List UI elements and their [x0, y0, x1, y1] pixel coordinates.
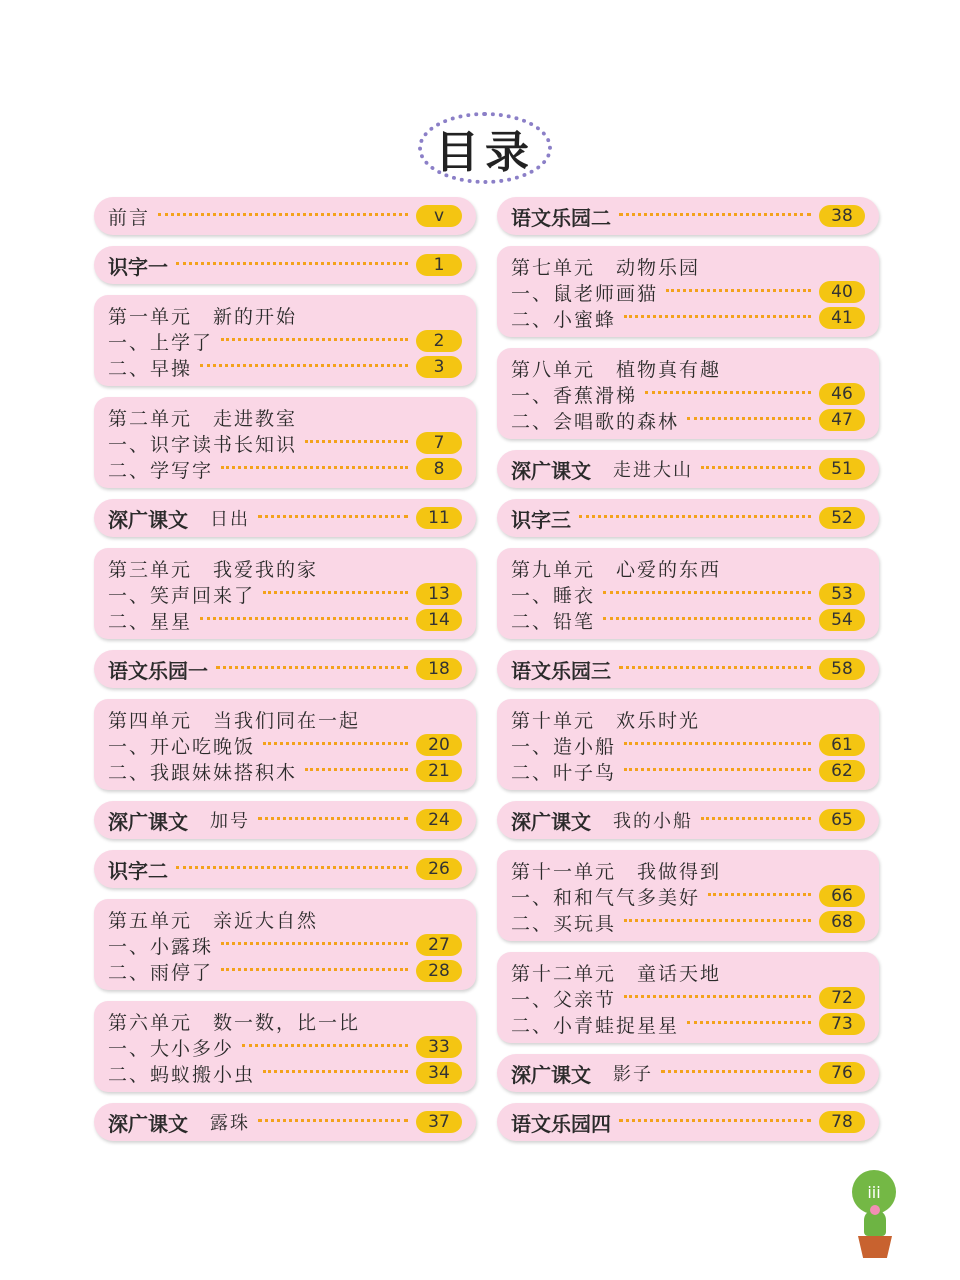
- lesson-row[interactable]: [497, 305, 879, 331]
- lesson-title: 二、小青蛙捉星星: [511, 1014, 680, 1037]
- unit-heading: 第四单元 当我们同在一起: [108, 710, 361, 732]
- dotted-leader: [221, 338, 408, 341]
- lesson-row[interactable]: [497, 1011, 879, 1037]
- lesson-title: 二、买玩具: [511, 912, 617, 935]
- toc-entry-card[interactable]: [94, 650, 476, 688]
- toc-entry-card[interactable]: [497, 499, 879, 537]
- unit-heading: 第一单元 新的开始: [108, 306, 298, 328]
- entry-title: 深广课文: [108, 1111, 188, 1136]
- entry-title: 识字三: [511, 507, 571, 532]
- page-number-pill: 53: [819, 583, 865, 605]
- lesson-row[interactable]: [497, 732, 879, 758]
- entry-title: 识字二: [108, 858, 168, 883]
- dotted-leader: [221, 466, 408, 469]
- page-number-pill: 46: [819, 383, 865, 405]
- page-number-pill: 21: [416, 760, 462, 782]
- unit-heading-row: [497, 707, 879, 732]
- dotted-leader: [624, 919, 811, 922]
- dotted-leader: [258, 817, 408, 820]
- page-number-pill: 47: [819, 409, 865, 431]
- entry-title: 识字一: [108, 254, 168, 279]
- toc-entry-card[interactable]: [94, 197, 476, 235]
- dotted-leader: [687, 1021, 811, 1024]
- dotted-leader: [158, 213, 408, 216]
- lesson-row[interactable]: [94, 958, 476, 984]
- unit-heading: 第十一单元 我做得到: [511, 861, 722, 883]
- lesson-row[interactable]: [94, 607, 476, 633]
- dotted-leader: [708, 893, 811, 896]
- lesson-row[interactable]: [497, 279, 879, 305]
- dotted-leader: [216, 666, 408, 669]
- unit-heading: 第九单元 心爱的东西: [511, 559, 722, 581]
- unit-heading: 第十单元 欢乐时光: [511, 710, 701, 732]
- entry-subtitle: 影子: [613, 1064, 653, 1085]
- toc-entry-row[interactable]: [94, 197, 476, 235]
- page-number-pill: 66: [819, 885, 865, 907]
- toc-entry-card[interactable]: [94, 850, 476, 888]
- dotted-leader: [176, 262, 408, 265]
- page-number-pill: 7: [416, 432, 462, 454]
- unit-heading-row: [94, 1009, 476, 1034]
- lesson-title: 一、识字读书长知识: [108, 433, 298, 456]
- entry-title: 深广课文: [511, 809, 591, 834]
- page-number-pill: 11: [416, 507, 462, 529]
- lesson-title: 二、早操: [108, 357, 193, 380]
- lesson-title: 二、雨停了: [108, 961, 214, 984]
- page-number-pill: 51: [819, 458, 865, 480]
- unit-heading: 第七单元 动物乐园: [511, 257, 701, 279]
- lesson-row[interactable]: [94, 758, 476, 784]
- toc-entry-row[interactable]: [94, 650, 476, 688]
- lesson-title: 一、父亲节: [511, 988, 617, 1011]
- dotted-leader: [661, 1070, 811, 1073]
- lesson-title: 二、星星: [108, 610, 193, 633]
- toc-entry-row[interactable]: [497, 1103, 879, 1141]
- dotted-leader: [305, 768, 408, 771]
- page-number-pill: 14: [416, 609, 462, 631]
- lesson-title: 二、叶子鸟: [511, 761, 617, 784]
- dotted-leader: [579, 515, 811, 518]
- page-number-pill: 37: [416, 1111, 462, 1133]
- toc-entry-row[interactable]: [497, 499, 879, 537]
- unit-heading-row: [497, 960, 879, 985]
- lesson-row[interactable]: [94, 732, 476, 758]
- toc-entry-row[interactable]: [497, 450, 879, 488]
- entry-subtitle: 我的小船: [613, 811, 693, 832]
- entry-title: 深广课文: [511, 458, 591, 483]
- page-number-pill: 72: [819, 987, 865, 1009]
- page-number-pill: 24: [416, 809, 462, 831]
- lesson-row[interactable]: [94, 932, 476, 958]
- dotted-leader: [624, 742, 811, 745]
- lesson-title: 一、小露珠: [108, 935, 214, 958]
- unit-heading: 第六单元 数一数，比一比: [108, 1012, 361, 1034]
- toc-entry-row[interactable]: [94, 499, 476, 537]
- page-number: iii: [867, 1182, 881, 1202]
- dotted-leader: [263, 742, 408, 745]
- dotted-leader: [242, 1044, 408, 1047]
- unit-card: [497, 952, 879, 1043]
- page-number-pill: 28: [416, 960, 462, 982]
- page-number-pill: 1: [416, 254, 462, 276]
- lesson-row[interactable]: [497, 909, 879, 935]
- lesson-row[interactable]: [94, 430, 476, 456]
- lesson-title: 二、铅笔: [511, 610, 596, 633]
- unit-card: [94, 397, 476, 488]
- lesson-row[interactable]: [497, 883, 879, 909]
- entry-subtitle: 走进大山: [613, 460, 693, 481]
- unit-heading-row: [94, 405, 476, 430]
- lesson-title: 一、香蕉滑梯: [511, 384, 638, 407]
- entry-title: 深广课文: [108, 809, 188, 834]
- lesson-title: 一、大小多少: [108, 1037, 235, 1060]
- toc-entry-card[interactable]: [94, 801, 476, 839]
- lesson-row[interactable]: [94, 456, 476, 482]
- lesson-row[interactable]: [497, 381, 879, 407]
- dotted-leader: [666, 289, 811, 292]
- unit-card: [497, 850, 879, 941]
- unit-card: [497, 348, 879, 439]
- dotted-leader: [619, 213, 811, 216]
- lesson-title: 二、学写字: [108, 459, 214, 482]
- page-number-pill: 26: [416, 858, 462, 880]
- dotted-leader: [701, 466, 811, 469]
- page-number-pill: 73: [819, 1013, 865, 1035]
- unit-card: [94, 548, 476, 639]
- dotted-leader: [305, 440, 408, 443]
- entry-subtitle: 日出: [210, 509, 250, 530]
- unit-heading-row: [497, 556, 879, 581]
- dotted-leader: [645, 391, 811, 394]
- toc-entry-card[interactable]: [94, 246, 476, 284]
- toc-entry-card[interactable]: [94, 1103, 476, 1141]
- dotted-leader: [200, 617, 408, 620]
- page-number-pill: 38: [819, 205, 865, 227]
- dotted-leader: [176, 866, 408, 869]
- flower-pot-icon: [858, 1236, 892, 1258]
- page-number-pill: 18: [416, 658, 462, 680]
- unit-card: [497, 548, 879, 639]
- dotted-leader: [603, 591, 811, 594]
- page-number-pill: v: [416, 205, 462, 227]
- dotted-leader: [263, 1070, 408, 1073]
- dotted-leader: [624, 315, 811, 318]
- toc-entry-row[interactable]: [94, 246, 476, 284]
- dotted-leader: [221, 968, 408, 971]
- page-number-pill: 68: [819, 911, 865, 933]
- page-number-pill: 8: [416, 458, 462, 480]
- dotted-leader: [619, 1119, 811, 1122]
- toc-entry-row[interactable]: [497, 1054, 879, 1092]
- page-number-pill: 13: [416, 583, 462, 605]
- lesson-title: 一、造小船: [511, 735, 617, 758]
- entry-title: 深广课文: [108, 507, 188, 532]
- unit-card: [94, 1001, 476, 1092]
- page-number-pill: 78: [819, 1111, 865, 1133]
- lesson-row[interactable]: [94, 354, 476, 380]
- dotted-leader: [619, 666, 811, 669]
- page-number-pill: 62: [819, 760, 865, 782]
- unit-heading-row: [94, 707, 476, 732]
- lesson-row[interactable]: [497, 407, 879, 433]
- page-number-pill: 27: [416, 934, 462, 956]
- unit-card: [94, 699, 476, 790]
- dotted-leader: [701, 817, 811, 820]
- entry-title: 前言: [108, 206, 151, 229]
- toc-entry-card[interactable]: [94, 499, 476, 537]
- lesson-row[interactable]: [497, 758, 879, 784]
- dotted-leader: [624, 768, 811, 771]
- dotted-leader: [687, 417, 811, 420]
- page-number-pill: 54: [819, 609, 865, 631]
- entry-subtitle: 加号: [210, 811, 250, 832]
- unit-card: [497, 699, 879, 790]
- lesson-title: 一、睡衣: [511, 584, 596, 607]
- entry-title: 语文乐园二: [511, 205, 611, 230]
- toc-entry-row[interactable]: [94, 801, 476, 839]
- entry-subtitle: 露珠: [210, 1113, 250, 1134]
- lesson-row[interactable]: [497, 607, 879, 633]
- lesson-row[interactable]: [94, 328, 476, 354]
- lesson-title: 一、上学了: [108, 331, 214, 354]
- unit-heading: 第十二单元 童话天地: [511, 963, 722, 985]
- page-number-pill: 34: [416, 1062, 462, 1084]
- toc-entry-row[interactable]: [497, 197, 879, 235]
- lesson-title: 一、和和气气多美好: [511, 886, 701, 909]
- toc-column-right: [497, 197, 879, 1152]
- dotted-leader: [603, 617, 811, 620]
- lesson-row[interactable]: [497, 985, 879, 1011]
- toc-entry-card[interactable]: [497, 650, 879, 688]
- dotted-leader: [263, 591, 408, 594]
- lesson-title: 二、小蜜蜂: [511, 308, 617, 331]
- dotted-leader: [258, 515, 408, 518]
- unit-card: [94, 295, 476, 386]
- unit-heading: 第八单元 植物真有趣: [511, 359, 722, 381]
- page-number-pill: 76: [819, 1062, 865, 1084]
- entry-title: 语文乐园三: [511, 658, 611, 683]
- toc-column-left: [94, 197, 476, 1152]
- page-number-pill: 58: [819, 658, 865, 680]
- lesson-row[interactable]: [94, 1034, 476, 1060]
- lesson-title: 二、我跟妹妹搭积木: [108, 761, 298, 784]
- page-number-pill: 40: [819, 281, 865, 303]
- page-number-pill: 65: [819, 809, 865, 831]
- lesson-row[interactable]: [94, 581, 476, 607]
- toc-entry-row[interactable]: [497, 801, 879, 839]
- lesson-title: 一、鼠老师画猫: [511, 282, 659, 305]
- toc-entry-card[interactable]: [497, 1103, 879, 1141]
- lesson-title: 二、蚂蚁搬小虫: [108, 1063, 256, 1086]
- entry-title: 语文乐园一: [108, 658, 208, 683]
- page-number-pill: 33: [416, 1036, 462, 1058]
- unit-heading: 第二单元 走进教室: [108, 408, 298, 430]
- lesson-title: 二、会唱歌的森林: [511, 410, 680, 433]
- lesson-row[interactable]: [497, 581, 879, 607]
- entry-title: 深广课文: [511, 1062, 591, 1087]
- toc-entry-card[interactable]: [497, 197, 879, 235]
- toc-entry-card[interactable]: [497, 1054, 879, 1092]
- lesson-title: 一、笑声回来了: [108, 584, 256, 607]
- unit-heading: 第五单元 亲近大自然: [108, 910, 319, 932]
- page-title: 目录: [435, 127, 535, 178]
- page-number-pill: 2: [416, 330, 462, 352]
- dotted-leader: [624, 995, 811, 998]
- lesson-title: 一、开心吃晚饭: [108, 735, 256, 758]
- unit-heading-row: [497, 356, 879, 381]
- unit-heading-row: [94, 303, 476, 328]
- page-number-pill: 3: [416, 356, 462, 378]
- toc-entry-card[interactable]: [497, 450, 879, 488]
- entry-title: 语文乐园四: [511, 1111, 611, 1136]
- unit-heading-row: [94, 907, 476, 932]
- toc-entry-card[interactable]: [497, 801, 879, 839]
- flower-icon: [870, 1205, 880, 1215]
- unit-card: [497, 246, 879, 337]
- page-number-pill: 52: [819, 507, 865, 529]
- dotted-leader: [221, 942, 408, 945]
- lesson-row[interactable]: [94, 1060, 476, 1086]
- unit-heading-row: [94, 556, 476, 581]
- unit-heading-row: [497, 254, 879, 279]
- unit-heading-row: [497, 858, 879, 883]
- page-number-pill: 61: [819, 734, 865, 756]
- toc-entry-row[interactable]: [94, 1103, 476, 1141]
- unit-card: [94, 899, 476, 990]
- dotted-leader: [258, 1119, 408, 1122]
- unit-heading: 第三单元 我爱我的家: [108, 559, 319, 581]
- toc-title-frame: [418, 112, 552, 184]
- toc-entry-row[interactable]: [497, 650, 879, 688]
- page-number-pill: 41: [819, 307, 865, 329]
- toc-entry-row[interactable]: [94, 850, 476, 888]
- page-number-pill: 20: [416, 734, 462, 756]
- dotted-leader: [200, 364, 408, 367]
